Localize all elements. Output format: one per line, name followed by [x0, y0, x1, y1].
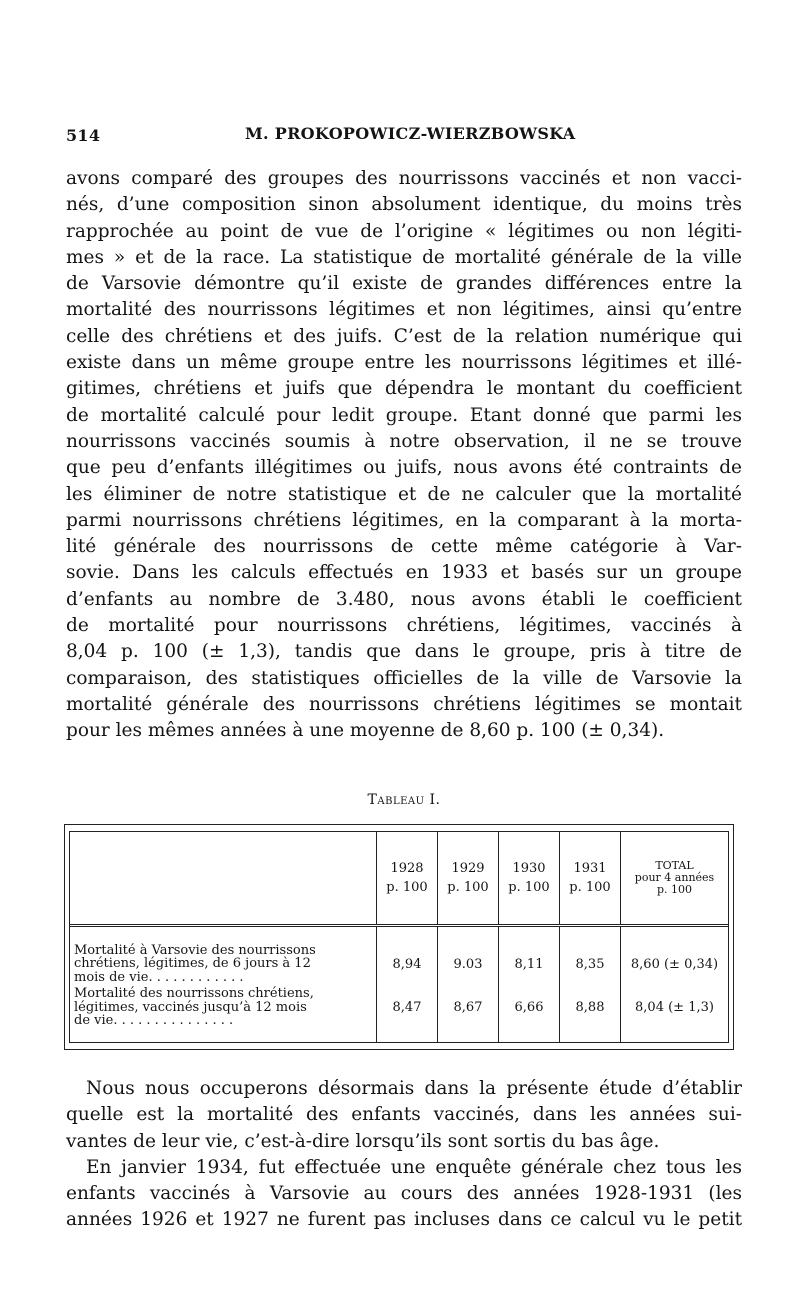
spacer-cell: [499, 1029, 560, 1042]
text-line: 8,04 p. 100 (± 1,3), tandis que dans le groupe, pris à titre de: [66, 641, 742, 663]
text-line: lité générale des nourrissons de cette même catégorie à Var-: [66, 536, 742, 558]
spacer-cell: [70, 1029, 377, 1042]
text-line: parmi nourrissons chrétiens légitimes, en la comparant à la morta-: [66, 509, 742, 531]
running-header: [66, 124, 742, 148]
row-label-line: Mortalité des nourrissons chrétiens,: [74, 986, 314, 1002]
spacer-cell: [377, 926, 438, 943]
running-head-author: M. PROKOPOWICZ-WIERZBOWSKA: [245, 124, 576, 143]
header-col-1928: [377, 832, 438, 926]
body-paragraph-2: [66, 1076, 742, 1234]
spacer-cell: [70, 926, 377, 943]
table-header-row: [70, 832, 728, 926]
row-label-line: chrétiens, légitimes, de 6 jours à 12: [74, 956, 311, 972]
page-number: 514: [66, 126, 101, 145]
text-line: nourrissons vaccinés soumis à notre observation, il ne se trouve: [66, 430, 742, 452]
text-line: que peu d’enfants illégitimes ou juifs, nous avons été contraints de: [66, 457, 742, 479]
text-line: vantes de leur vie, c’est-à-dire lorsqu’ils sont sortis du bas âge.: [66, 1130, 660, 1152]
text-line: pour les mêmes années à une moyenne de 8,60 p. 100 (± 0,34).: [66, 720, 665, 742]
table-spacer-row: [70, 1029, 728, 1042]
spacer-cell: [621, 926, 729, 943]
row-label-line: de vie. . . . . . . . . . . . . . .: [74, 1013, 234, 1029]
value-cell-1931: 8,35: [560, 942, 621, 985]
text-line: avons comparé des groupes des nourrissons vaccinés et non vacci-: [66, 168, 742, 189]
text-line: comparaison, des statistiques officielles de la ville de Varsovie la: [66, 667, 742, 689]
text-line: nés, d’une composition sinon absolument identique, du moins très: [66, 194, 742, 216]
value-cell-1930: 8,11: [499, 942, 560, 985]
table-caption: [66, 792, 742, 808]
table-caption-text: Tableau I.: [367, 792, 441, 808]
table-spacer-row: [70, 926, 728, 943]
spacer-cell: [499, 926, 560, 943]
row-label: [70, 942, 377, 985]
text-line: mortalité des nourrissons légitimes et non légitimes, ainsi qu’entre: [66, 299, 742, 321]
header-unit: p. 100: [508, 880, 550, 896]
header-col-1929: [438, 832, 499, 926]
header-col-1930: [499, 832, 560, 926]
text-line: rapprochée au point de vue de l’origine « légitimes ou non légiti-: [66, 220, 742, 242]
text-line: gitimes, chrétiens et juifs que dépendra le montant du coefficient: [66, 378, 742, 400]
spacer-cell: [560, 1029, 621, 1042]
value-cell-1928: 8,47: [377, 986, 438, 1029]
text-line: celle des chrétiens et des juifs. C’est de la relation numérique qui: [66, 325, 742, 347]
text-line: de mortalité calculé pour ledit groupe. Etant donné que parmi les: [66, 404, 742, 426]
text-line: d’enfants au nombre de 3.480, nous avons établi le coefficient: [66, 588, 742, 610]
value-cell-1931: 8,88: [560, 986, 621, 1029]
value-cell-total: 8,04 (± 1,3): [621, 986, 729, 1029]
spacer-cell: [438, 1029, 499, 1042]
spacer-cell: [560, 926, 621, 943]
value-cell-1929: 9.03: [438, 942, 499, 985]
spacer-cell: [377, 1029, 438, 1042]
value-cell-1929: 8,67: [438, 986, 499, 1029]
text-line: Nous nous occuperons désormais dans la présente étude d’établir: [86, 1078, 742, 1099]
text-line: mortalité générale des nourrissons chrétiens légitimes se montait: [66, 693, 742, 715]
spacer-cell: [621, 1029, 729, 1042]
text-line: mes » et de la race. La statistique de mortalité générale de la ville: [66, 246, 742, 268]
header-year: 1928: [390, 861, 424, 877]
header-unit: p. 100: [447, 880, 489, 896]
value-cell-1930: 6,66: [499, 986, 560, 1029]
header-total-subtitle: pour 4 années: [634, 871, 715, 885]
table-row: [70, 986, 728, 1029]
table-row: [70, 942, 728, 985]
mortality-table: [70, 832, 728, 1042]
row-label: [70, 986, 377, 1029]
header-total-unit: p. 100: [656, 883, 693, 897]
text-line: années 1926 et 1927 ne furent pas incluses dans ce calcul vu le petit: [66, 1209, 742, 1231]
table-outer-frame: [64, 824, 734, 1050]
spacer-cell: [438, 926, 499, 943]
text-line: existe dans un même groupe entre les nourrissons légitimes et illé-: [66, 352, 742, 374]
header-year: 1929: [451, 861, 485, 877]
row-label-line: mois de vie. . . . . . . . . . . .: [74, 969, 244, 985]
header-col-total: [621, 832, 729, 926]
text-line: sovie. Dans les calculs effectués en 1933 et basés sur un groupe: [66, 562, 742, 584]
header-blank-cell: [70, 832, 377, 926]
header-total-title: TOTAL: [655, 859, 694, 873]
table-inner-frame: [69, 831, 729, 1043]
body-paragraph-1: [66, 166, 742, 745]
text-line: enfants vaccinés à Varsovie au cours des années 1928-1931 (les: [66, 1183, 742, 1205]
header-unit: p. 100: [569, 880, 611, 896]
text-line: les éliminer de notre statistique et de ne calculer que la mortalité: [66, 483, 742, 505]
header-col-1931: [560, 832, 621, 926]
value-cell-1928: 8,94: [377, 942, 438, 985]
text-line: de mortalité pour nourrissons chrétiens, légitimes, vaccinés à: [66, 615, 742, 637]
header-year: 1930: [512, 861, 546, 877]
value-cell-total: 8,60 (± 0,34): [621, 942, 729, 985]
text-line: En janvier 1934, fut effectuée une enquête générale chez tous les: [86, 1156, 742, 1178]
header-unit: p. 100: [386, 880, 428, 896]
row-label-line: légitimes, vaccinés jusqu’à 12 mois: [74, 999, 307, 1015]
text-line: de Varsovie démontre qu’il existe de grandes différences entre la: [66, 273, 742, 295]
header-year: 1931: [573, 861, 607, 877]
row-label-line: Mortalité à Varsovie des nourrissons: [74, 942, 316, 958]
text-line: quelle est la mortalité des enfants vaccinés, dans les années sui-: [66, 1104, 742, 1126]
